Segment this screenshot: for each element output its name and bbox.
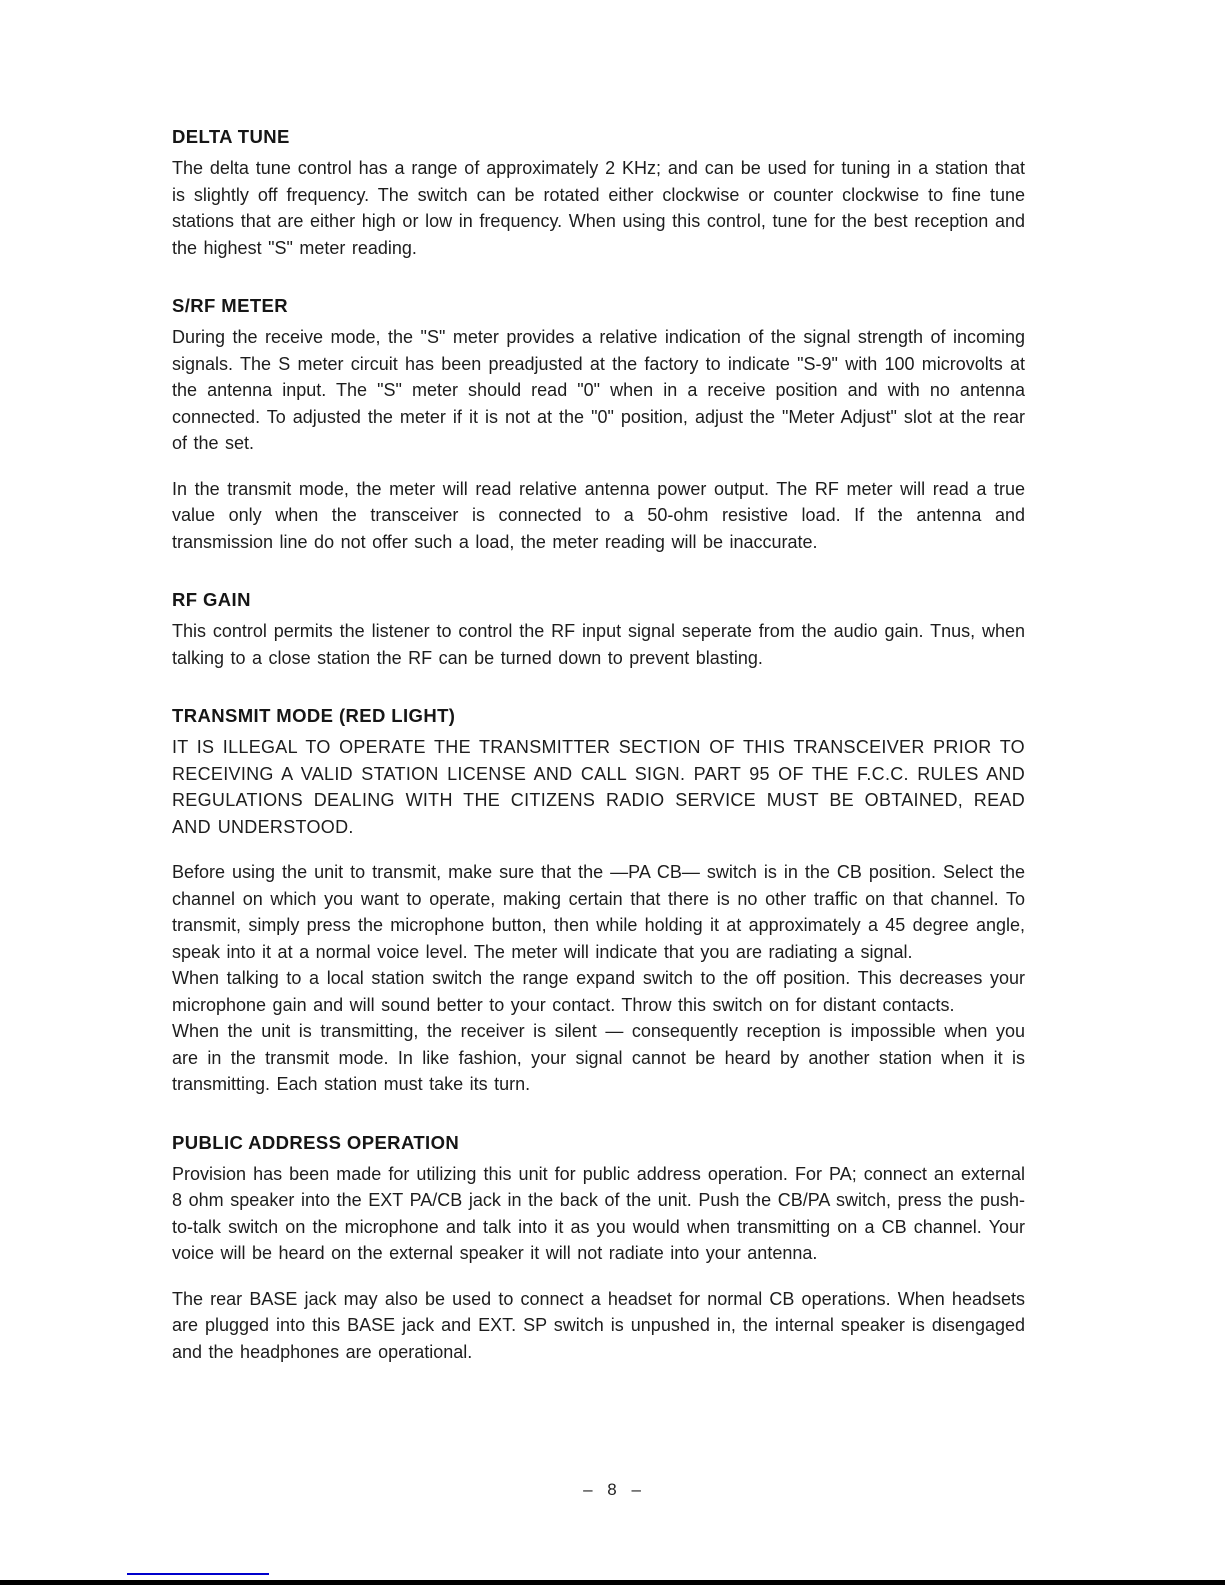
scan-edge-bar (0, 1580, 1225, 1585)
page-number: – 8 – (583, 1480, 642, 1499)
section-heading-public-address: PUBLIC ADDRESS OPERATION (172, 1131, 460, 1153)
paragraph: In the transmit mode, the meter will read relative antenna power output. The RF meter will read a true value only when the transceiver is connected to a 50-ohm resistive load. If the antenna and transmission line do not offer such a load, the meter reading will be inaccurate. (172, 478, 1025, 552)
paragraph: This control permits the listener to control the RF input signal seperate from the audio gain. Tnus, when talking to a close station the RF can be turned down to prevent blasting. (172, 621, 1025, 668)
section-heading-delta-tune: DELTA TUNE (172, 126, 290, 147)
paragraph: Before using the unit to transmit, make sure that the —PA CB— switch is in the CB position. Select the channel on which you want to operate, making certain that there is no other traffic on that channel. To transmit, simply press the microphone button, then while holding it at approximately a 45 degree angle, speak into it at a normal voice level. The meter will indicate that you are radiating a signal. (172, 862, 1025, 962)
scan-artifact-blue-underline (127, 1573, 269, 1575)
paragraph: When talking to a local station switch the range expand switch to the off position. This decreases your microphone gain and will sound better to your contact. Throw this switch on for distant contacts. (172, 968, 1025, 1015)
paragraph: The rear BASE jack may also be used to connect a headset for normal CB operations. When headsets are plugged into this BASE jack and EXT. SP switch is unpushed in, the internal speaker is disengaged and the headphones are operational. (172, 1288, 1025, 1362)
section-delta-tune (172, 126, 1025, 261)
paragraph: During the receive mode, the "S" meter provides a relative indication of the signal strength of incoming signals. The S meter circuit has been preadjusted at the factory to indicate "S-9" with 100 microvolts at the antenna input. The "S" meter should read "0" when in a receive position and with no antenna connected. To adjusted the meter if it is not at the "0" position, adjust the "Meter Adjust" slot at the rear of the set. (172, 327, 1025, 453)
section-heading-s-rf-meter: S/RF METER (172, 295, 289, 316)
section-heading-transmit-mode: TRANSMIT MODE (RED LIGHT) (172, 705, 456, 726)
section-s-rf-meter (172, 295, 1025, 555)
section-public-address (172, 1132, 1025, 1366)
paragraph-legal-notice: IT IS ILLEGAL TO OPERATE THE TRANSMITTER SECTION OF THIS TRANSCEIVER PRIOR TO RECEIVING A VALID STATION LICENSE AND CALL SIGN. PART 95 OF THE F.C.C. RULES AND REGULATIONS DEALING WITH THE CITIZENS RADIO SERVICE MUST BE OBTAINED, READ AND UNDERSTOOD. (172, 737, 1025, 837)
page-content (172, 126, 1025, 1365)
paragraph: When the unit is transmitting, the receiver is silent — consequently reception is impossible when you are in the transmit mode. In like fashion, your signal cannot be heard by another station when it is transmitting. Each station must take its turn. (172, 1021, 1025, 1094)
paragraph: Provision has been made for utilizing this unit for public address operation. For PA; connect an external 8 ohm speaker into the EXT PA/CB jack in the back of the unit. Push the CB/PA switch, press the push-to-talk switch on the microphone and talk into it as you would when transmitting on a CB channel. Your voice will be heard on the external speaker it will not radiate into your antenna. (172, 1163, 1025, 1263)
section-transmit-mode (172, 705, 1025, 1098)
section-heading-rf-gain: RF GAIN (172, 589, 251, 610)
section-rf-gain (172, 589, 1025, 671)
paragraph: The delta tune control has a range of approximately 2 KHz; and can be used for tuning in a station that is slightly off frequency. The switch can be rotated either clockwise or counter clockwise to fine tune stations that are either high or low in frequency. When using this control, tune for the best reception and the highest "S" meter reading. (172, 158, 1025, 258)
